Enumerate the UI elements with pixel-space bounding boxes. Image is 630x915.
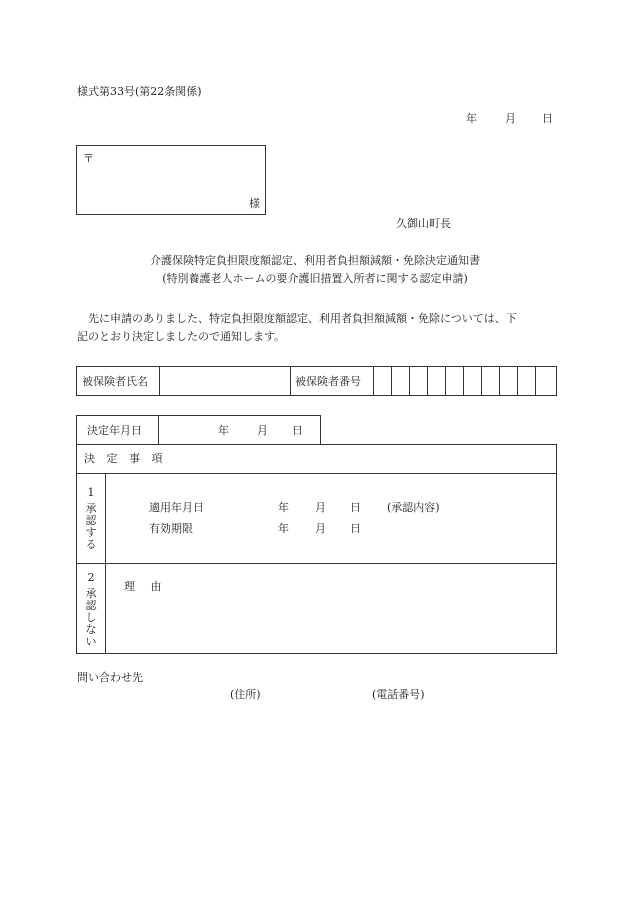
- date-year-label: 年: [466, 112, 477, 125]
- insured-number-digit-cell[interactable]: [500, 367, 518, 395]
- row-divider: [77, 563, 556, 564]
- insured-number-digit-cell[interactable]: [392, 367, 410, 395]
- applicable-date-day: 日: [350, 501, 361, 514]
- date-month-label: 月: [505, 112, 516, 125]
- applicable-date-label: 適用年月日: [149, 501, 204, 514]
- insured-number-label: 被保険者番号: [295, 375, 361, 388]
- issuer-name: 久御山町長: [396, 217, 451, 230]
- insured-number-digit-cell[interactable]: [410, 367, 428, 395]
- insured-name-label: 被保険者氏名: [82, 375, 148, 388]
- applicable-date-month: 月: [315, 501, 326, 514]
- decision-date-label: 決定年月日: [87, 424, 142, 437]
- body-text-line-2: 記のとおり決定しましたので通知します。: [77, 330, 286, 343]
- validity-year: 年: [278, 522, 289, 535]
- date-day-label: 日: [542, 112, 553, 125]
- validity-label: 有効期限: [149, 522, 193, 535]
- validity-day: 日: [350, 522, 361, 535]
- contact-label: 問い合わせ先: [77, 671, 143, 684]
- contact-phone-label: (電話番号): [372, 688, 425, 701]
- reject-label: 承認しない: [85, 587, 97, 648]
- document-title: 介護保険特定負担限度額認定、利用者負担額減額・免除決定通知書: [150, 254, 480, 267]
- applicable-date-year: 年: [278, 501, 289, 514]
- decision-items-table: [76, 444, 557, 654]
- insured-number-digit-cell[interactable]: [428, 367, 446, 395]
- insured-number-digit-cell[interactable]: [536, 367, 556, 395]
- insured-number-digit-cell[interactable]: [446, 367, 464, 395]
- approve-number: 1: [87, 486, 95, 499]
- honorific-label: 様: [249, 197, 260, 210]
- approve-label: 承認する: [85, 502, 97, 551]
- decision-date-label-cell: [77, 416, 159, 445]
- insured-number-digit-cell[interactable]: [464, 367, 482, 395]
- reject-number: 2: [87, 571, 95, 584]
- decision-date-day: 日: [292, 424, 303, 437]
- row-divider: [77, 473, 556, 474]
- insured-name-label-cell: [77, 367, 160, 395]
- address-box: [76, 145, 266, 215]
- insured-number-label-cell: [291, 367, 374, 395]
- form-number: 様式第33号(第22条関係): [77, 85, 202, 98]
- postal-mark: 〒: [83, 152, 94, 165]
- decision-date-year: 年: [218, 424, 229, 437]
- document-subtitle: (特別養護老人ホームの要介護旧措置入所者に関する認定申請): [162, 272, 468, 285]
- decision-items-header: 決 定 事 項: [84, 452, 167, 465]
- body-text-line-1: 先に申請のありました、特定負担限度額認定、利用者負担額減額・免除については、下: [88, 312, 517, 325]
- decision-date-month: 月: [257, 424, 268, 437]
- insured-number-digit-cell[interactable]: [482, 367, 500, 395]
- insured-number-digit-cell[interactable]: [374, 367, 392, 395]
- insured-name-value-cell[interactable]: [160, 367, 291, 395]
- insured-table: [76, 366, 557, 396]
- validity-month: 月: [315, 522, 326, 535]
- approval-content-label: (承認内容): [387, 501, 440, 514]
- contact-address-label: (住所): [230, 688, 261, 701]
- decision-date-row: [76, 415, 321, 445]
- reason-label: 理 由: [124, 580, 168, 593]
- insured-number-digit-cell[interactable]: [518, 367, 536, 395]
